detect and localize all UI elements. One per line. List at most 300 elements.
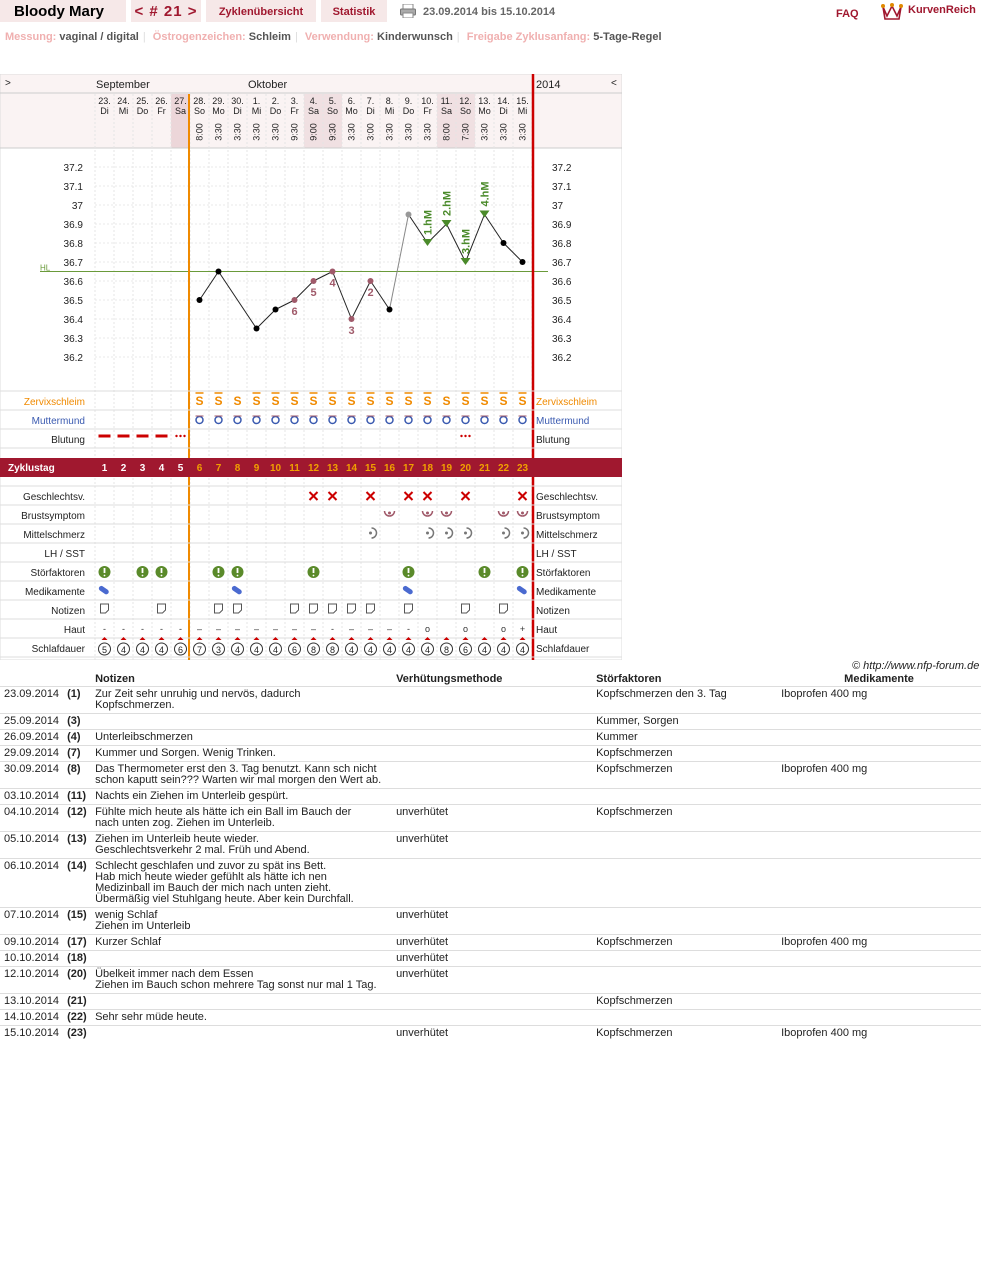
- schlaf-value: 8: [443, 645, 450, 655]
- notes-stoerfaktoren: Kopfschmerzen: [592, 805, 777, 832]
- schlaf-value: 8: [310, 645, 317, 655]
- notes-stoerfaktoren: Kopfschmerzen: [592, 762, 777, 789]
- row-label-left: Geschlechtsv.: [22, 492, 85, 503]
- haut-mark: -: [122, 624, 125, 634]
- zyklustag-value: 6: [196, 463, 203, 474]
- zyklustag-value: 17: [402, 463, 415, 474]
- ytick-right: 36.3: [552, 334, 572, 345]
- day-weekday: Fr: [157, 106, 166, 116]
- notes-row: [0, 1026, 981, 1042]
- row-label-left: Schlafdauer: [31, 644, 85, 655]
- note-icon: [291, 604, 299, 613]
- day-weekday: Sa: [307, 106, 320, 116]
- haut-mark: –: [215, 624, 222, 634]
- blutung-light-mark: [464, 435, 466, 437]
- notes-row: [0, 994, 981, 1010]
- day-weekday: Di: [366, 106, 375, 116]
- notes-text: Sehr sehr müde heute.: [91, 1010, 392, 1026]
- ytick-right: 36.9: [552, 220, 572, 231]
- day-date: 23.: [98, 96, 111, 106]
- notes-header-stoerfaktoren: Störfaktoren: [596, 673, 662, 685]
- notes-text: Zur Zeit sehr unruhig und nervös, dadurch Kopfschmerzen.: [91, 687, 392, 714]
- day-date: 1.: [252, 96, 261, 106]
- measure-time: 3:00: [365, 123, 376, 141]
- notes-day-number: (14): [63, 859, 91, 908]
- schlaf-value: 4: [481, 645, 488, 655]
- row-label-left: Brustsymptom: [21, 511, 85, 522]
- notes-day-number: (4): [63, 730, 91, 746]
- ytick-left: 36.7: [63, 258, 83, 269]
- zervix-mark: S: [328, 394, 337, 408]
- stoerfaktor-icon-dot: [218, 575, 220, 577]
- stoerfaktor-icon-dot: [484, 575, 486, 577]
- notes-date: 09.10.2014: [0, 935, 63, 951]
- low-count-label: 2: [367, 287, 374, 299]
- row-label-right: Medikamente: [536, 587, 597, 598]
- haut-mark: –: [310, 624, 317, 634]
- notes-method: [392, 994, 592, 1010]
- meta-freigabe: 5-Tage-Regel: [593, 31, 662, 43]
- measure-time: 3:30: [384, 123, 395, 141]
- note-icon: [234, 604, 242, 613]
- month-label: Oktober: [248, 79, 288, 91]
- zervix-mark: S: [404, 394, 413, 408]
- schlaf-value: 6: [462, 645, 469, 655]
- stoerfaktor-icon-dot: [104, 575, 106, 577]
- mittelschmerz-mark-dot: [445, 532, 448, 535]
- zervix-mark: S: [290, 394, 299, 408]
- schlaf-value: 4: [272, 645, 279, 655]
- day-weekday: Di: [100, 106, 109, 116]
- stoerfaktor-icon-dot: [237, 575, 239, 577]
- low-count-label: 5: [310, 287, 317, 299]
- meta-verwendung-label: Verwendung:: [304, 31, 374, 43]
- notes-medikamente: [777, 994, 981, 1010]
- schlaf-value: 4: [367, 645, 374, 655]
- schlaf-value: 3: [215, 645, 222, 655]
- zervix-row-label-right: Zervixschleim: [536, 397, 598, 408]
- notes-stoerfaktoren: Kopfschmerzen: [592, 935, 777, 951]
- notes-day-number: (12): [63, 805, 91, 832]
- mittelschmerz-mark-dot: [521, 532, 524, 535]
- haut-mark: o: [500, 624, 507, 634]
- measure-time: 3:30: [422, 123, 433, 141]
- zervix-mark: S: [366, 394, 375, 408]
- zyklustag-value: 9: [253, 463, 260, 474]
- notes-row: [0, 746, 981, 762]
- zyklustag-value: 7: [215, 463, 222, 474]
- meta-messung-label: Messung:: [5, 31, 57, 43]
- notes-medikamente: [777, 805, 981, 832]
- notes-text: Übelkeit immer nach dem Essen Ziehen im Bauch schon mehrere Tag sonst nur mal 1 Tag.: [91, 967, 392, 994]
- schlaf-value: 4: [158, 645, 165, 655]
- measure-time: 8:00: [441, 123, 452, 141]
- notes-stoerfaktoren: [592, 832, 777, 859]
- notes-method: [392, 859, 592, 908]
- notes-medikamente: [777, 1010, 981, 1026]
- zervix-mark: S: [233, 394, 242, 408]
- year-label: 2014: [536, 79, 561, 91]
- row-label-right: Haut: [536, 625, 558, 636]
- schlaf-value: 4: [519, 645, 526, 655]
- ytick-right: 37.1: [552, 182, 572, 193]
- low-count-label: 6: [291, 306, 298, 318]
- note-icon: [348, 604, 356, 613]
- day-date: 25.: [136, 96, 149, 106]
- schlaf-value: 6: [291, 645, 298, 655]
- blutung-row-label-right: Blutung: [536, 435, 570, 446]
- notes-medikamente: [777, 714, 981, 730]
- ytick-right: 36.2: [552, 353, 572, 364]
- notes-method: [392, 762, 592, 789]
- schlaf-value: 4: [234, 645, 241, 655]
- notes-medikamente: Iboprofen 400 mg: [777, 935, 981, 951]
- ytick-left: 36.4: [63, 315, 83, 326]
- muttermund-row-label-right: Muttermund: [536, 416, 590, 427]
- mittelschmerz-mark-dot: [369, 532, 372, 535]
- measure-time: 8:00: [194, 123, 205, 141]
- haut-mark: -: [160, 624, 163, 634]
- mittelschmerz-mark-dot: [464, 532, 467, 535]
- notes-stoerfaktoren: [592, 951, 777, 967]
- temperature-point: [197, 297, 203, 303]
- day-date: 14.: [497, 96, 510, 106]
- notes-text: Nachts ein Ziehen im Unterleib gespürt.: [91, 789, 392, 805]
- measure-time: 3:30: [498, 123, 509, 141]
- measure-time: 3:30: [251, 123, 262, 141]
- zervix-mark: S: [214, 394, 223, 408]
- day-weekday: So: [193, 106, 206, 116]
- ytick-left: 36.3: [63, 334, 83, 345]
- cycle-navigator[interactable]: < # 21 >: [131, 0, 201, 24]
- temperature-point: [311, 278, 317, 284]
- blutung-light-mark: [468, 435, 470, 437]
- note-icon: [367, 604, 375, 613]
- zyklustag-value: 11: [289, 463, 300, 474]
- measure-time: 3:30: [270, 123, 281, 141]
- notes-stoerfaktoren: [592, 908, 777, 935]
- tab-statistik[interactable]: Statistik: [321, 0, 387, 24]
- day-weekday: So: [459, 106, 472, 116]
- day-date: 28.: [193, 96, 206, 106]
- zervix-mark: S: [252, 394, 261, 408]
- notes-method: unverhütet: [392, 832, 592, 859]
- haut-mark: -: [103, 624, 106, 634]
- zyklustag-value: 23: [516, 463, 529, 474]
- measure-time: 3:30: [232, 123, 243, 141]
- notes-header-num: [63, 672, 91, 687]
- temperature-point: [349, 316, 355, 322]
- day-date: 8.: [385, 96, 394, 106]
- month-label: September: [96, 79, 150, 91]
- notes-table: [0, 672, 981, 1041]
- notes-medikamente: Iboprofen 400 mg: [777, 1026, 981, 1042]
- notes-row: [0, 687, 981, 714]
- notes-stoerfaktoren: Kopfschmerzen: [592, 1026, 777, 1042]
- meta-freigabe-label: Freigabe Zyklusanfang:: [466, 31, 591, 43]
- notes-text: Ziehen im Unterleib heute wieder. Geschlechtsverkehr 2 mal. Früh und Abend.: [91, 832, 392, 859]
- day-date: 29.: [212, 96, 225, 106]
- notes-row: [0, 935, 981, 951]
- temperature-point: [406, 212, 412, 218]
- notes-date: 12.10.2014: [0, 967, 63, 994]
- schlaf-value: 4: [253, 645, 260, 655]
- row-label-left: Medikamente: [24, 587, 85, 598]
- zyklustag-value: 21: [478, 463, 491, 474]
- notes-date: 05.10.2014: [0, 832, 63, 859]
- stoerfaktor-icon-dot: [142, 575, 144, 577]
- brust-mark-dot: [388, 512, 391, 515]
- notes-date: 26.09.2014: [0, 730, 63, 746]
- zervix-mark: S: [309, 394, 318, 408]
- meta-verwendung: Kinderwunsch: [377, 31, 453, 43]
- day-weekday: Do: [269, 106, 282, 116]
- day-date: 15.: [516, 96, 529, 106]
- brust-mark-dot: [521, 512, 524, 515]
- day-weekday: Sa: [440, 106, 453, 116]
- notes-medikamente: [777, 967, 981, 994]
- notes-stoerfaktoren: [592, 859, 777, 908]
- notes-date: 10.10.2014: [0, 951, 63, 967]
- notes-row: [0, 714, 981, 730]
- haut-mark: +: [519, 624, 526, 634]
- day-weekday: Sa: [174, 106, 187, 116]
- ytick-left: 36.2: [63, 353, 83, 364]
- day-weekday: Fr: [290, 106, 299, 116]
- meta-oestrogen: Schleim: [248, 31, 291, 43]
- note-icon: [405, 604, 413, 613]
- notes-medikamente: [777, 730, 981, 746]
- temperature-point: [273, 307, 279, 313]
- day-date: 11.: [440, 96, 453, 106]
- notes-day-number: (20): [63, 967, 91, 994]
- temperature-point: [254, 326, 260, 332]
- zyklustag-value: 1: [101, 463, 108, 474]
- crown-logo-icon: [880, 2, 904, 22]
- blutung-row-label-left: Blutung: [51, 435, 85, 446]
- zyklustag-value: 13: [326, 463, 339, 474]
- note-icon: [462, 604, 470, 613]
- notes-day-number: (8): [63, 762, 91, 789]
- haut-mark: -: [141, 624, 144, 634]
- haut-mark: –: [253, 624, 260, 634]
- haut-mark: o: [424, 624, 431, 634]
- notes-date: 30.09.2014: [0, 762, 63, 789]
- notes-row: [0, 859, 981, 908]
- zyklustag-value: 20: [459, 463, 472, 474]
- row-label-right: Notizen: [536, 606, 570, 617]
- notes-date: 14.10.2014: [0, 1010, 63, 1026]
- temperature-point: [330, 269, 336, 275]
- notes-day-number: (13): [63, 832, 91, 859]
- zyklustag-value: 15: [364, 463, 377, 474]
- day-date: 24.: [117, 96, 130, 106]
- blutung-light-mark: [179, 435, 181, 437]
- notes-method: unverhütet: [392, 935, 592, 951]
- chart-nav-left: >: [5, 78, 11, 89]
- note-icon: [310, 604, 318, 613]
- zervix-mark: S: [442, 394, 451, 408]
- notes-medikamente: [777, 908, 981, 935]
- zervix-mark: S: [423, 394, 432, 408]
- zervix-mark: S: [195, 394, 204, 408]
- haut-mark: -: [179, 624, 182, 634]
- measure-time: 3:30: [346, 123, 357, 141]
- row-label-right: Geschlechtsv.: [536, 492, 599, 503]
- logo-text: KurvenReich: [908, 4, 976, 16]
- notes-text: wenig Schlaf Ziehen im Unterleib: [91, 908, 392, 935]
- note-icon: [101, 604, 109, 613]
- zyklustag-value: 22: [497, 463, 510, 474]
- ytick-left: 37.2: [63, 163, 83, 174]
- ytick-right: 36.6: [552, 277, 572, 288]
- day-date: 30.: [231, 96, 244, 106]
- zyklustag-value: 12: [307, 463, 320, 474]
- day-weekday: Fr: [423, 106, 432, 116]
- notes-date: 15.10.2014: [0, 1026, 63, 1042]
- notes-day-number: (21): [63, 994, 91, 1010]
- schlaf-value: 4: [120, 645, 127, 655]
- note-icon: [329, 604, 337, 613]
- notes-method: unverhütet: [392, 951, 592, 967]
- haut-mark: –: [196, 624, 203, 634]
- print-icon[interactable]: [400, 4, 416, 18]
- notes-stoerfaktoren: [592, 967, 777, 994]
- faq-link[interactable]: FAQ: [836, 8, 859, 20]
- notes-day-number: (1): [63, 687, 91, 714]
- schlaf-value: 4: [386, 645, 393, 655]
- notes-method: [392, 789, 592, 805]
- note-icon: [158, 604, 166, 613]
- zyklustag-value: 19: [440, 463, 453, 474]
- day-weekday: Mo: [212, 106, 225, 116]
- brust-mark-dot: [426, 512, 429, 515]
- notes-medikamente: [777, 859, 981, 908]
- notes-medikamente: [777, 746, 981, 762]
- notes-date: 06.10.2014: [0, 859, 63, 908]
- measure-time: 9:30: [327, 123, 338, 141]
- notes-text: [91, 951, 392, 967]
- low-count-label: 3: [348, 325, 355, 337]
- day-date: 12.: [459, 96, 472, 106]
- day-date: 4.: [309, 96, 318, 106]
- schlaf-value: 5: [101, 645, 108, 655]
- zyklustag-value: 16: [383, 463, 396, 474]
- notes-stoerfaktoren: [592, 1010, 777, 1026]
- notes-stoerfaktoren: Kopfschmerzen: [592, 746, 777, 762]
- muttermund-row-label-left: Muttermund: [31, 416, 85, 427]
- day-weekday: Mi: [384, 106, 395, 116]
- zyklustag-value: 3: [139, 463, 146, 474]
- row-label-right: LH / SST: [536, 549, 577, 560]
- notes-medikamente: [777, 789, 981, 805]
- tab-zyklenuebersicht[interactable]: Zyklenübersicht: [206, 0, 316, 24]
- note-icon: [500, 604, 508, 613]
- zyklustag-value: 4: [158, 463, 165, 474]
- day-weekday: Di: [499, 106, 508, 116]
- day-date: 9.: [404, 96, 413, 106]
- row-label-right: Störfaktoren: [536, 568, 591, 579]
- stoerfaktor-icon-dot: [408, 575, 410, 577]
- stoerfaktor-icon-dot: [161, 575, 163, 577]
- notes-stoerfaktoren: Kopfschmerzen: [592, 994, 777, 1010]
- notes-stoerfaktoren: Kummer: [592, 730, 777, 746]
- notes-method: [392, 714, 592, 730]
- temperature-point: [216, 269, 222, 275]
- schlaf-value: 6: [177, 645, 184, 655]
- schlaf-value: 4: [500, 645, 507, 655]
- zyklustag-label: Zyklustag: [8, 463, 55, 474]
- notes-day-number: (15): [63, 908, 91, 935]
- notes-medikamente: Iboprofen 400 mg: [777, 762, 981, 789]
- chart-owner-name: Bloody Mary: [0, 0, 126, 24]
- zervix-mark: S: [271, 394, 280, 408]
- day-weekday: Mi: [118, 106, 129, 116]
- zervix-mark: S: [347, 394, 356, 408]
- cycle-chart: [0, 74, 622, 660]
- day-weekday: So: [326, 106, 339, 116]
- zervix-row-label-left: Zervixschleim: [23, 397, 85, 408]
- day-date: 6.: [347, 96, 356, 106]
- ytick-right: 37.2: [552, 163, 572, 174]
- temperature-point: [520, 259, 526, 265]
- notes-row: [0, 832, 981, 859]
- notes-date: 23.09.2014: [0, 687, 63, 714]
- note-icon: [215, 604, 223, 613]
- high-count-label: 4.hM: [479, 181, 492, 207]
- notes-row: [0, 730, 981, 746]
- notes-header-notizen: Notizen: [95, 673, 135, 685]
- ytick-right: 36.8: [552, 239, 572, 250]
- zervix-mark: S: [480, 394, 489, 408]
- blutung-light-mark: [460, 435, 462, 437]
- haut-mark: o: [462, 624, 469, 634]
- notes-method: unverhütet: [392, 1026, 592, 1042]
- notes-method: unverhütet: [392, 967, 592, 994]
- notes-text: Kurzer Schlaf: [91, 935, 392, 951]
- blutung-light-mark: [183, 435, 185, 437]
- notes-date: 25.09.2014: [0, 714, 63, 730]
- notes-text: [91, 1026, 392, 1042]
- measure-time: 9:30: [289, 123, 300, 141]
- day-weekday: Mi: [251, 106, 262, 116]
- ytick-left: 36.6: [63, 277, 83, 288]
- notes-text: Fühlte mich heute als hätte ich ein Ball im Bauch der nach unten zog. Ziehen im Unterleib.: [91, 805, 392, 832]
- zervix-mark: S: [518, 394, 527, 408]
- notes-text: Schlecht geschlafen und zuvor zu spät ins Bett. Hab mich heute wieder gefühlt als hätte ich nen Medizinball im Bauch der mich nach unten zieht. Übermäßig viel Stuhlgang heute. Aber kein Durchfall.: [91, 859, 392, 908]
- haut-mark: –: [234, 624, 241, 634]
- zervix-mark: S: [499, 394, 508, 408]
- haut-mark: -: [331, 624, 334, 634]
- haut-mark: –: [272, 624, 279, 634]
- notes-text: [91, 714, 392, 730]
- coverline-label: HL: [40, 263, 51, 273]
- zyklustag-value: 8: [234, 463, 241, 474]
- notes-stoerfaktoren: Kopfschmerzen den 3. Tag: [592, 687, 777, 714]
- zyklustag-value: 18: [421, 463, 434, 474]
- notes-day-number: (18): [63, 951, 91, 967]
- notes-text: [91, 994, 392, 1010]
- mittelschmerz-mark-dot: [426, 532, 429, 535]
- stoerfaktor-icon-dot: [522, 575, 524, 577]
- ytick-left: 36.8: [63, 239, 83, 250]
- measure-time: 3:30: [517, 123, 528, 141]
- notes-header-date: [0, 672, 63, 687]
- ytick-left: 37: [71, 201, 83, 212]
- row-label-left: Haut: [63, 625, 85, 636]
- ytick-left: 37.1: [63, 182, 83, 193]
- notes-method: [392, 1010, 592, 1026]
